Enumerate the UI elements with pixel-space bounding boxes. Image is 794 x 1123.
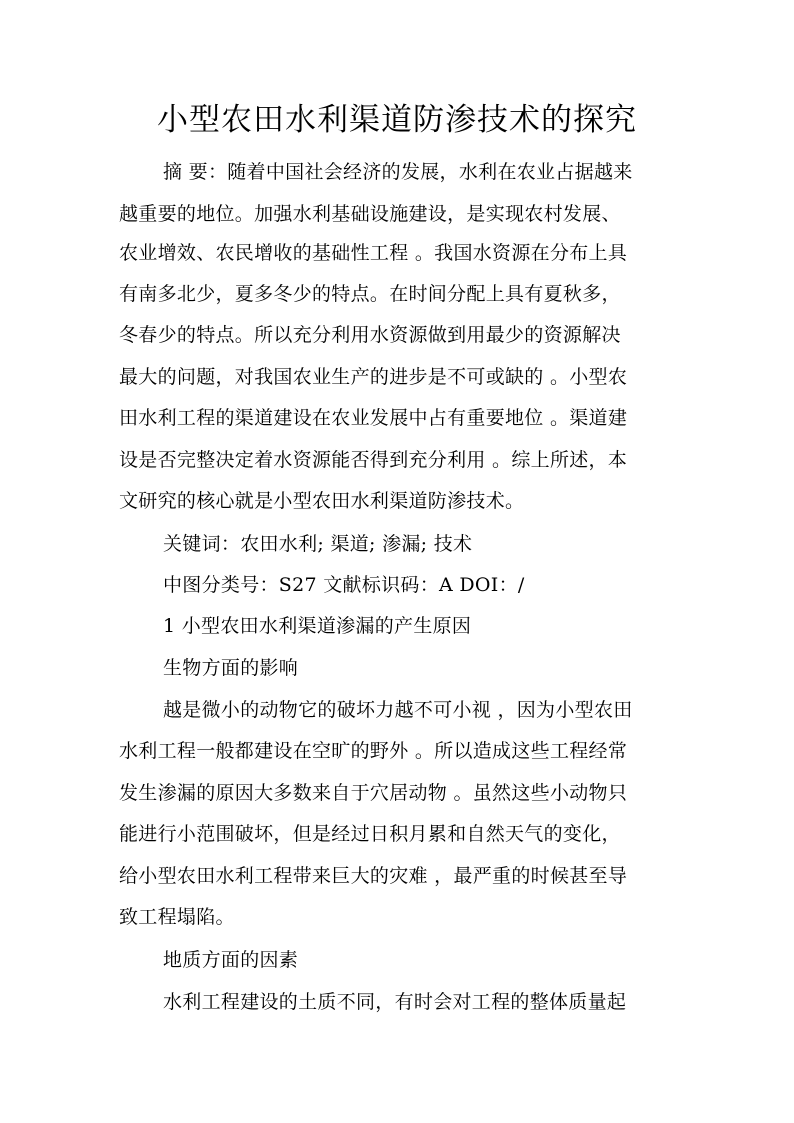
keywords-line: 关键词：农田水利; 渠道; 渗漏; 技术: [163, 533, 473, 555]
paragraph-line: 致工程塌陷。: [119, 906, 235, 928]
paragraph-line: 水利工程建设的土质不同，有时会对工程的整体质量起: [163, 991, 627, 1013]
paragraph-line: 越是微小的动物它的破坏力越不可小视 ，因为小型农田: [163, 699, 633, 721]
subsection-heading: 地质方面的因素: [163, 949, 299, 971]
abstract-line: 农业增效、农民增收的基础性工程 。我国水资源在分布上具: [119, 242, 628, 264]
abstract-line: 文研究的核心就是小型农田水利渠道防渗技术。: [119, 490, 525, 512]
paragraph-line: 能进行小范围破坏，但是经过日积月累和自然天气的变化，: [119, 823, 621, 845]
section-heading: 1 小型农田水利渠道渗漏的产生原因: [163, 615, 472, 637]
abstract-line: 越重要的地位。加强水利基础设施建设，是实现农村发展、: [119, 203, 621, 225]
paragraph-line: 发生渗漏的原因大多数来自于穴居动物 。虽然这些小动物只: [119, 782, 628, 804]
abstract-line: 有南多北少，夏多冬少的特点。在时间分配上具有夏秋多，: [119, 283, 621, 305]
abstract-line: 最大的问题，对我国农业生产的进步是不可或缺的 。小型农: [119, 366, 628, 388]
abstract-line: 田水利工程的渠道建设在农业发展中占有重要地位 。渠道建: [119, 407, 628, 429]
subsection-heading: 生物方面的影响: [163, 657, 299, 679]
paragraph-line: 给小型农田水利工程带来巨大的灾难 ，最严重的时候甚至导: [119, 865, 628, 887]
abstract-line: 冬春少的特点。所以充分利用水资源做到用最少的资源解决: [119, 324, 621, 346]
document-title: 小型农田水利渠道防渗技术的探究: [157, 102, 637, 138]
classification-line: 中图分类号：S27 文献标识码：A DOI：/: [163, 574, 525, 596]
abstract-line: 摘 要：随着中国社会经济的发展，水利在农业占据越来: [163, 161, 633, 183]
abstract-line: 设是否完整决定着水资源能否得到充分利用 。综上所述，本: [119, 449, 628, 471]
paragraph-line: 水利工程一般都建设在空旷的野外 。所以造成这些工程经常: [119, 740, 628, 762]
